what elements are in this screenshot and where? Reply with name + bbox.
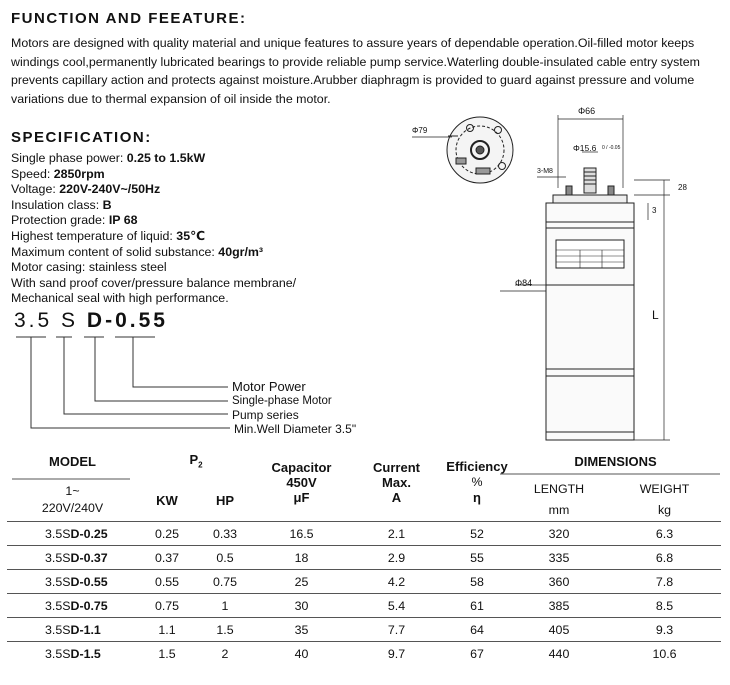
hp-cell: 1.5 xyxy=(196,618,254,642)
hp-cell: 2 xyxy=(196,642,254,666)
hp-cell: 1 xyxy=(196,594,254,618)
header-phase-voltage: 1~ 220V/240V xyxy=(41,484,104,515)
header-capacitor: Capacitor 450V μF xyxy=(271,459,332,505)
header-dimensions: DIMENSIONS xyxy=(574,453,657,469)
capacitor-cell: 40 xyxy=(254,642,349,666)
header-weight: WEIGHT kg xyxy=(639,482,690,517)
header-p2: $P_2$ xyxy=(189,452,203,470)
efficiency-cell: 55 xyxy=(444,546,510,570)
current-cell: 2.9 xyxy=(349,546,444,570)
shaft-tolerance-label: 0 / -0.05 xyxy=(602,145,621,151)
header-length: LENGTH mm xyxy=(533,482,585,517)
spec-line: Single phase power: 0.25 to 1.5kW xyxy=(11,151,206,165)
single-phase-label: Single-phase Motor xyxy=(232,395,332,407)
table-row xyxy=(7,522,721,546)
header-current: Current Max. A xyxy=(373,459,420,505)
height-3-label: 3 xyxy=(652,206,657,215)
length-cell: 320 xyxy=(510,522,608,546)
spec-line: With sand proof cover/pressure balance membrane/ xyxy=(11,275,297,290)
length-cell: 440 xyxy=(510,642,608,666)
header-efficiency: Efficiency % η xyxy=(446,459,508,505)
weight-cell: 7.8 xyxy=(608,570,721,594)
function-text: Motors are designed with quality material and unique features to assure years of dependable operation.Oil-filled motor keeps windings cool,permanently lubricated bearings to provide reliable pump service.Waterling double-insulated cable entry system prevents capillary action and protects against moisture.Arubber diaphragm is provided to guard against pressure and volume variations due to thermal expansion of oil inside the motor. xyxy=(11,36,700,106)
length-cell: 385 xyxy=(510,594,608,618)
current-cell: 2.1 xyxy=(349,522,444,546)
header-hp: HP xyxy=(215,492,235,508)
model-cell: 3.5SD-0.75 xyxy=(7,594,138,618)
spec-line: Mechanical seal with high performance. xyxy=(11,291,229,306)
current-cell: 5.4 xyxy=(349,594,444,618)
height-28-label: 28 xyxy=(678,183,687,192)
weight-cell: 9.3 xyxy=(608,618,721,642)
length-cell: 335 xyxy=(510,546,608,570)
header-kw: KW xyxy=(156,492,178,508)
table-row xyxy=(7,618,721,642)
top-diameter-label: Φ79 xyxy=(412,126,428,135)
model-cell: 3.5SD-0.55 xyxy=(7,570,138,594)
body-diameter-label: Φ66 xyxy=(578,106,596,116)
efficiency-cell: 52 xyxy=(444,522,510,546)
nut-label: 3-M8 xyxy=(537,168,553,175)
model-code-leaders xyxy=(16,337,230,428)
efficiency-cell: 64 xyxy=(444,618,510,642)
capacitor-cell: 35 xyxy=(254,618,349,642)
spec-line: Maximum content of solid substance: 40gr/m³ xyxy=(11,244,264,259)
hp-cell: 0.75 xyxy=(196,570,254,594)
kw-cell: 0.75 xyxy=(138,594,196,618)
current-cell: 7.7 xyxy=(349,618,444,642)
specification-title: SPECIFICATION: xyxy=(11,129,152,146)
table-row xyxy=(7,594,721,618)
model-cell: 3.5SD-1.1 xyxy=(7,618,138,642)
spec-line: Protection grade: IP 68 xyxy=(11,213,138,228)
efficiency-cell: 67 xyxy=(444,642,510,666)
weight-cell: 6.3 xyxy=(608,522,721,546)
table-row xyxy=(7,546,721,570)
current-cell: 9.7 xyxy=(349,642,444,666)
spec-line: Highest temperature of liquid: 35℃ xyxy=(11,228,206,243)
hp-cell: 0.33 xyxy=(196,522,254,546)
spec-line: Speed: 2850rpm xyxy=(11,166,105,181)
hp-cell: 0.5 xyxy=(196,546,254,570)
capacitor-cell: 30 xyxy=(254,594,349,618)
model-cell: 3.5SD-0.37 xyxy=(7,546,138,570)
kw-cell: 0.37 xyxy=(138,546,196,570)
spec-line: Voltage: 220V-240V~/50Hz xyxy=(11,182,161,197)
length-cell: 360 xyxy=(510,570,608,594)
capacitor-cell: 18 xyxy=(254,546,349,570)
efficiency-cell: 61 xyxy=(444,594,510,618)
efficiency-cell: 58 xyxy=(444,570,510,594)
function-title: FUNCTION AND FEEATURE: xyxy=(11,10,247,27)
model-code: 3.5 S D-0.55 xyxy=(14,309,168,332)
model-cell: 3.5SD-0.25 xyxy=(7,522,138,546)
length-label: L xyxy=(652,308,659,322)
weight-cell: 10.6 xyxy=(608,642,721,666)
length-cell: 405 xyxy=(510,618,608,642)
header-model: MODEL xyxy=(49,453,96,469)
spec-line: Insulation class: B xyxy=(11,197,112,212)
well-diameter-label: Min.Well Diameter 3.5" xyxy=(234,422,357,436)
kw-cell: 0.25 xyxy=(138,522,196,546)
motor-power-label: Motor Power xyxy=(232,379,306,394)
shaft-diameter-label: Φ15.6 xyxy=(573,143,597,153)
current-cell: 4.2 xyxy=(349,570,444,594)
kw-cell: 0.55 xyxy=(138,570,196,594)
base-diameter-label: Φ84 xyxy=(515,278,533,288)
specifications-table xyxy=(7,443,721,665)
kw-cell: 1.5 xyxy=(138,642,196,666)
spec-line: Motor casing: stainless steel xyxy=(11,260,167,275)
model-cell: 3.5SD-1.5 xyxy=(7,642,138,666)
capacitor-cell: 16.5 xyxy=(254,522,349,546)
kw-cell: 1.1 xyxy=(138,618,196,642)
table-row xyxy=(7,570,721,594)
capacitor-cell: 25 xyxy=(254,570,349,594)
pump-series-label: Pump series xyxy=(232,408,299,422)
weight-cell: 6.8 xyxy=(608,546,721,570)
table-row xyxy=(7,642,721,666)
weight-cell: 8.5 xyxy=(608,594,721,618)
